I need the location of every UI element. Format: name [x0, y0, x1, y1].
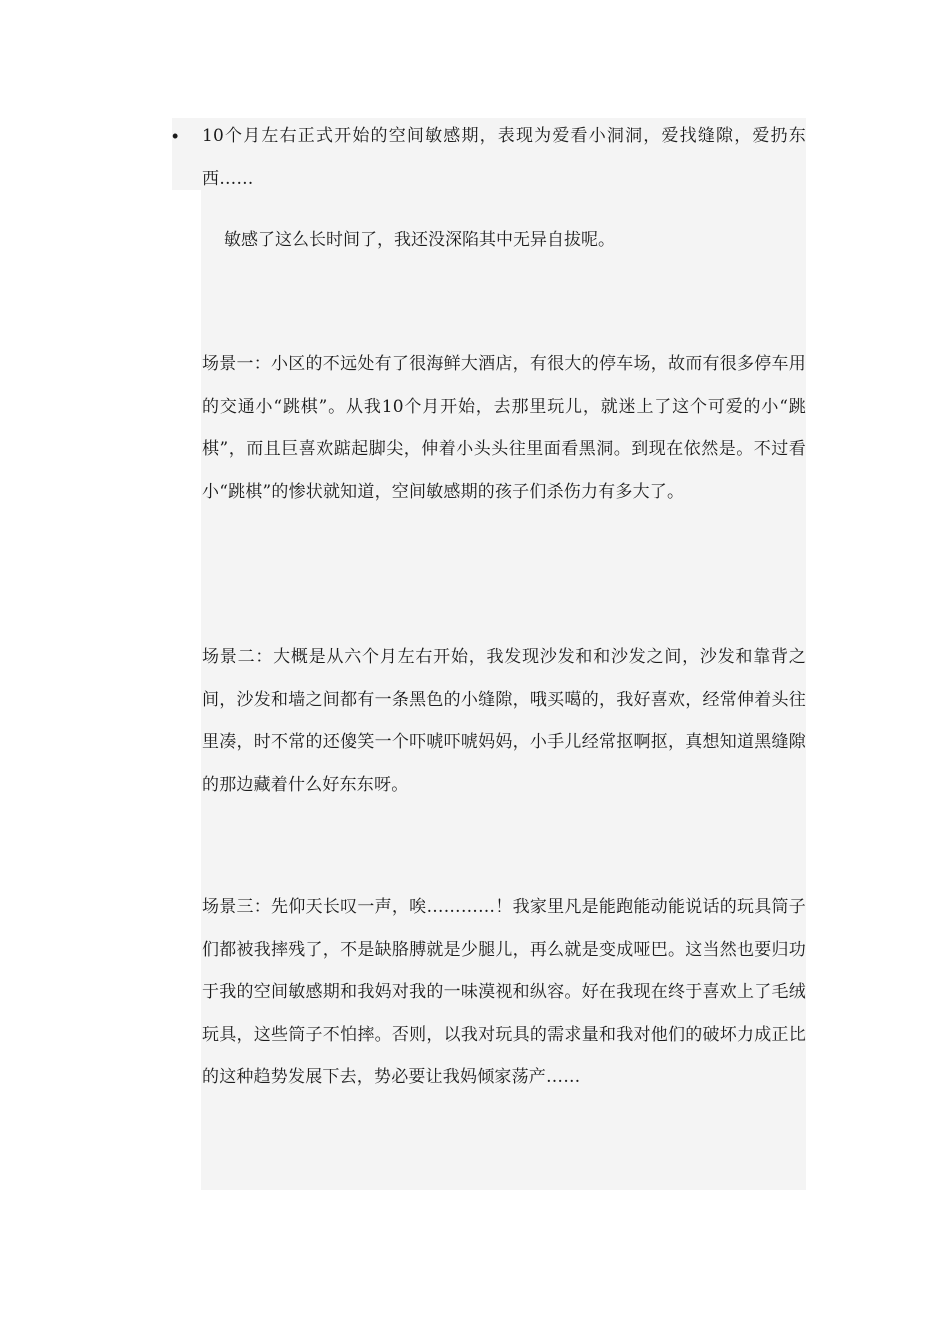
bullet-point-icon: •: [172, 126, 179, 146]
scene-three-paragraph: 场景三：先仰天长叹一声，唉…………！我家里凡是能跑能动能说话的玩具筒子们都被我摔残了，不是缺胳膊就是少腿儿，再么就是变成哑巴。这当然也要归功于我的空间敏感期和我妈对我的一味漠视和纵容。好在我现在终于喜欢上了毛绒玩具，这些筒子不怕摔。否则，以我对玩具的需求量和我对他们的破坏力成正比的这种趋势发展下去，势必要让我妈倾家荡产……: [202, 897, 806, 1087]
bullet-text: 10个月左右正式开始的空间敏感期，表现为爱看小洞洞，爱找缝隙，爱扔东西……: [202, 126, 806, 189]
scene-two-paragraph: 场景二：大概是从六个月左右开始，我发现沙发和和沙发之间，沙发和靠背之间，沙发和墙之间都有一条黑色的小缝隙，哦买噶的，我好喜欢，经常伸着头往里凑，时不常的还傻笑一个吓唬吓唬妈妈，小手儿经常抠啊抠，真想知道黑缝隙的那边藏着什么好东东呀。: [202, 647, 806, 795]
scene-one-paragraph: 场景一：小区的不远处有了很海鲜大酒店，有很大的停车场，故而有很多停车用的交通小“跳棋”。从我10个月开始，去那里玩儿，就迷上了这个可爱的小“跳棋”，而且巨喜欢踮起脚尖，伸着小头头往里面看黑洞。到现在依然是。不过看小“跳棋”的惨状就知道，空间敏感期的孩子们杀伤力有多大了。: [202, 354, 806, 502]
intro-paragraph: 敏感了这么长时间了，我还没深陷其中无异自拔呢。: [224, 230, 615, 250]
